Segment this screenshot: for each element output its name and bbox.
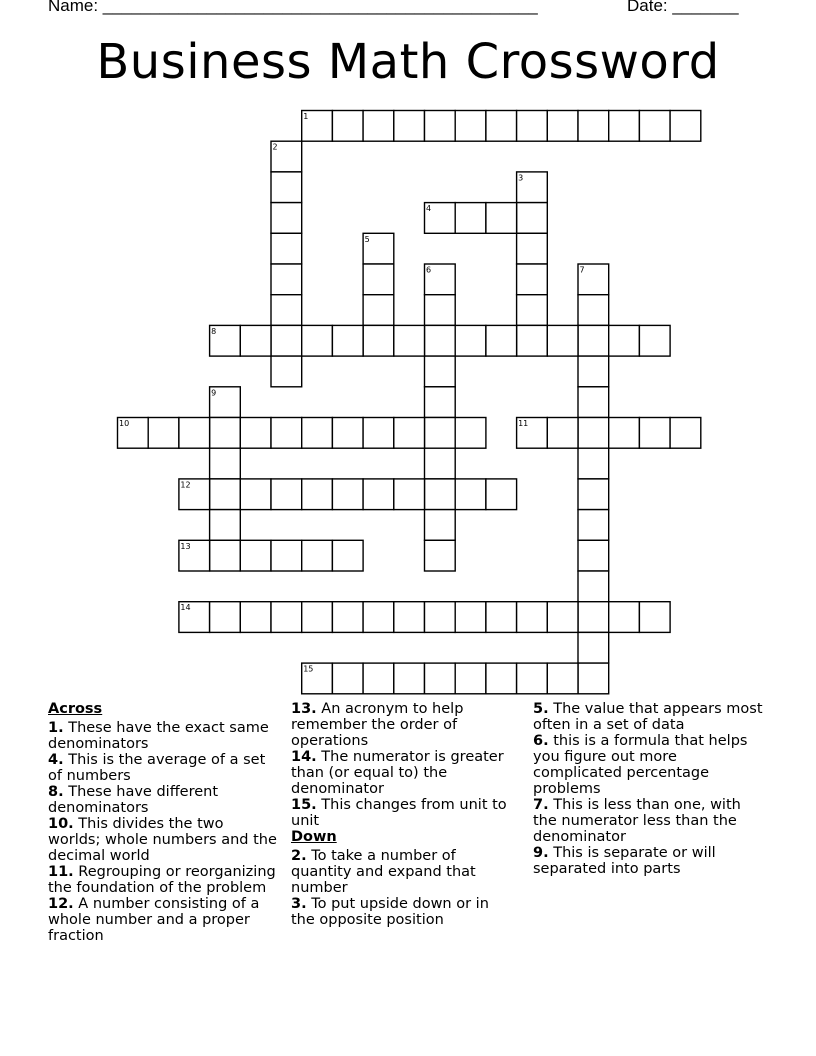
grid-cell[interactable]: [578, 540, 609, 571]
grid-cell[interactable]: [547, 602, 578, 633]
grid-cell[interactable]: [332, 325, 363, 356]
grid-cell[interactable]: [363, 479, 394, 510]
grid-cell[interactable]: [517, 325, 548, 356]
grid-cell[interactable]: [670, 111, 701, 142]
grid-cell[interactable]: [578, 356, 609, 387]
grid-cell[interactable]: [455, 602, 486, 633]
grid-cell[interactable]: [240, 418, 271, 449]
grid-cell[interactable]: [578, 418, 609, 449]
grid-cell[interactable]: [670, 418, 701, 449]
grid-cell[interactable]: [210, 448, 241, 479]
grid-cell[interactable]: [210, 479, 241, 510]
clues-column-2: [291, 701, 516, 928]
grid-cell[interactable]: [517, 233, 548, 264]
grid-cell[interactable]: [517, 295, 548, 326]
cell-number: 2: [272, 142, 278, 152]
grid-cell[interactable]: [455, 418, 486, 449]
grid-cell[interactable]: [425, 602, 456, 633]
grid-cell[interactable]: [455, 111, 486, 142]
cell-number: 4: [426, 204, 432, 214]
grid-cell[interactable]: [394, 663, 425, 694]
grid-cell[interactable]: [425, 356, 456, 387]
grid-cell[interactable]: [302, 418, 333, 449]
grid-cell[interactable]: [578, 448, 609, 479]
grid-cell[interactable]: [271, 325, 302, 356]
cell-number: 14: [180, 603, 191, 613]
clue-down-3: 3. To put upside down or in the opposite position: [291, 896, 489, 928]
grid-cell[interactable]: [332, 479, 363, 510]
cell-number: 5: [364, 234, 370, 244]
clue-down-2: 2. To take a number of quantity and expand that number: [291, 848, 476, 896]
grid-cell[interactable]: [425, 663, 456, 694]
grid-cell[interactable]: [240, 540, 271, 571]
grid-cell[interactable]: [517, 663, 548, 694]
grid-cell[interactable]: [639, 111, 670, 142]
grid-cell[interactable]: [517, 111, 548, 142]
grid-cell[interactable]: [363, 264, 394, 295]
grid-cell[interactable]: [179, 418, 210, 449]
grid-cell[interactable]: [302, 540, 333, 571]
grid-cell[interactable]: [547, 325, 578, 356]
cell-number: 6: [426, 265, 432, 275]
grid-cell[interactable]: [363, 602, 394, 633]
date-field[interactable]: Date: _______: [627, 0, 739, 15]
grid-cell[interactable]: [271, 602, 302, 633]
grid-cell[interactable]: [271, 203, 302, 234]
grid-cell[interactable]: [271, 540, 302, 571]
grid-cell[interactable]: [639, 418, 670, 449]
clue-down-7: 7. This is less than one, with the numerator less than the denominator: [533, 797, 741, 845]
grid-cell[interactable]: [425, 540, 456, 571]
grid-cell[interactable]: [578, 510, 609, 541]
down-heading: Down: [291, 829, 337, 845]
grid-cell[interactable]: [486, 325, 517, 356]
grid-cell[interactable]: [578, 325, 609, 356]
cell-number: 10: [119, 419, 130, 428]
grid-cell[interactable]: [240, 479, 271, 510]
grid-cell[interactable]: [271, 233, 302, 264]
grid-cell[interactable]: [486, 602, 517, 633]
grid-cell[interactable]: [547, 111, 578, 142]
grid-cell[interactable]: [394, 418, 425, 449]
clue-across-15: 15. This changes from unit to unit: [291, 797, 507, 829]
grid-cell[interactable]: [394, 602, 425, 633]
grid-cell[interactable]: [578, 111, 609, 142]
grid-cell[interactable]: [240, 325, 271, 356]
grid-cell[interactable]: [271, 264, 302, 295]
grid-cell[interactable]: [517, 203, 548, 234]
grid-cell[interactable]: [455, 663, 486, 694]
grid-cell[interactable]: [578, 295, 609, 326]
page-title: Business Math Crossword: [96, 34, 720, 90]
grid-cell[interactable]: [578, 479, 609, 510]
grid-cell[interactable]: [302, 479, 333, 510]
grid-cell[interactable]: [486, 479, 517, 510]
grid-cell[interactable]: [578, 387, 609, 418]
grid-cell[interactable]: [332, 540, 363, 571]
grid-cell[interactable]: [455, 479, 486, 510]
clues-column-1: [48, 701, 280, 944]
grid-cell[interactable]: [517, 264, 548, 295]
cell-number: 15: [303, 664, 314, 674]
grid-cell[interactable]: [609, 325, 640, 356]
grid-cell[interactable]: [210, 540, 241, 571]
grid-cell[interactable]: [271, 356, 302, 387]
grid-cell[interactable]: [547, 663, 578, 694]
grid-cell[interactable]: [210, 602, 241, 633]
grid-cell[interactable]: [639, 602, 670, 633]
grid-cell[interactable]: [332, 418, 363, 449]
clue-across-1: 1. These have the exact same denominators: [48, 720, 269, 752]
grid-cell[interactable]: [394, 111, 425, 142]
grid-cell[interactable]: [302, 325, 333, 356]
grid-cell[interactable]: [486, 663, 517, 694]
grid-cell[interactable]: [394, 479, 425, 510]
grid-cell[interactable]: [363, 295, 394, 326]
grid-cell[interactable]: [425, 325, 456, 356]
cell-number: 9: [211, 388, 217, 398]
clue-across-8: 8. These have different denominators: [48, 784, 219, 816]
cell-number: 1: [303, 112, 309, 121]
clues-column-3: [533, 701, 763, 877]
clue-across-13: 13. An acronym to help remember the order of operations: [291, 701, 464, 749]
clue-down-5: 5. The value that appears most often in a set of data: [533, 701, 763, 733]
grid-cell[interactable]: [517, 602, 548, 633]
grid-cell[interactable]: [455, 203, 486, 234]
clue-across-4: 4. This is the average of a set of numbers: [48, 752, 266, 784]
grid-cell[interactable]: [302, 602, 333, 633]
cell-number: 8: [211, 326, 217, 336]
clue-across-12: 12. A number consisting of a whole number and a proper fraction: [48, 896, 260, 944]
name-field[interactable]: Name: ______________________________________________: [48, 0, 538, 15]
grid-cell[interactable]: [363, 663, 394, 694]
grid-cell[interactable]: [547, 418, 578, 449]
cell-number: 12: [180, 480, 191, 490]
across-heading: Across: [48, 701, 103, 717]
grid-cell[interactable]: [271, 295, 302, 326]
grid-cell[interactable]: [148, 418, 179, 449]
grid-cell[interactable]: [425, 111, 456, 142]
grid-cell[interactable]: [578, 602, 609, 633]
grid-cell[interactable]: [425, 418, 456, 449]
grid-cell[interactable]: [609, 111, 640, 142]
grid-cell[interactable]: [210, 510, 241, 541]
clue-down-6: 6. this is a formula that helps you figure out more complicated percentage problems: [533, 733, 748, 797]
grid-cell[interactable]: [609, 418, 640, 449]
cell-number: 3: [518, 173, 524, 183]
grid-cell[interactable]: [425, 479, 456, 510]
grid-cell[interactable]: [425, 387, 456, 418]
clue-across-10: 10. This divides the two worlds; whole numbers and the decimal world: [48, 816, 277, 864]
grid-cell[interactable]: [332, 663, 363, 694]
grid-cell[interactable]: [240, 602, 271, 633]
grid-cell[interactable]: [609, 602, 640, 633]
grid-cell[interactable]: [578, 632, 609, 663]
grid-cell[interactable]: [394, 325, 425, 356]
grid-cell[interactable]: [425, 448, 456, 479]
grid-cell[interactable]: [363, 111, 394, 142]
grid-cell[interactable]: [455, 325, 486, 356]
grid-cell[interactable]: [271, 172, 302, 203]
cell-number: 11: [518, 419, 529, 428]
grid-cell[interactable]: [363, 325, 394, 356]
grid-cell[interactable]: [363, 418, 394, 449]
cell-number: 13: [180, 541, 191, 551]
grid-cell[interactable]: [271, 418, 302, 449]
grid-cell[interactable]: [486, 203, 517, 234]
clue-across-11: 11. Regrouping or reorganizing the foundation of the problem: [48, 864, 276, 896]
grid-cell[interactable]: [210, 418, 241, 449]
grid-cell[interactable]: [425, 295, 456, 326]
clue-down-9: 9. This is separate or will separated into parts: [533, 845, 716, 877]
grid-cell[interactable]: [486, 111, 517, 142]
cell-number: 7: [579, 265, 585, 275]
grid-cell[interactable]: [639, 325, 670, 356]
grid-cell[interactable]: [271, 479, 302, 510]
grid-cell[interactable]: [425, 510, 456, 541]
grid-cell[interactable]: [332, 602, 363, 633]
grid-cell[interactable]: [578, 663, 609, 694]
grid-cell[interactable]: [332, 111, 363, 142]
clue-across-14: 14. The numerator is greater than (or equal to) the denominator: [291, 749, 504, 797]
grid-cell[interactable]: [578, 571, 609, 602]
